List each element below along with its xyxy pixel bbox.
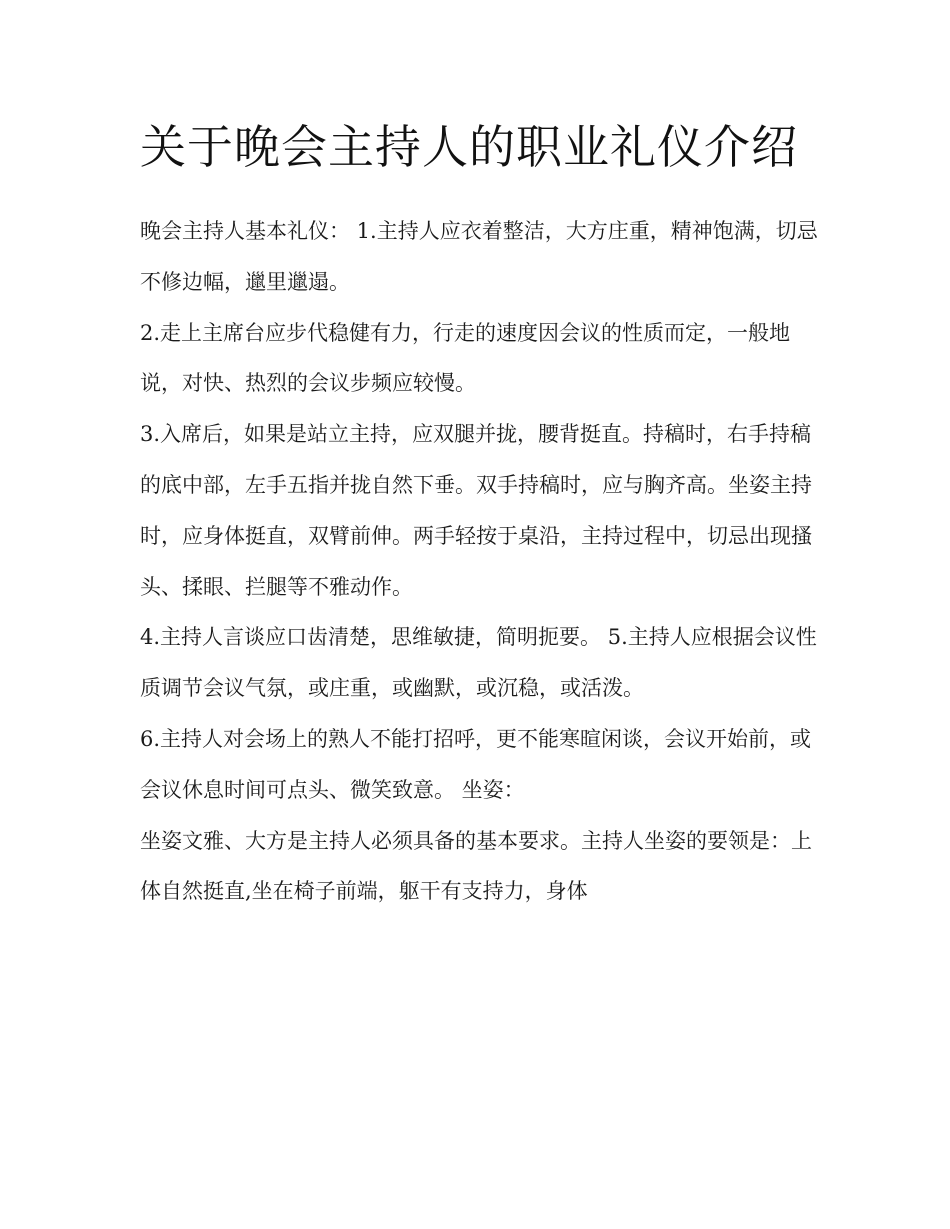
paragraph-3: 3.入席后，如果是站立主持，应双腿并拢，腰背挺直。持稿时，右手持稿的底中部，左手五指并拢自然下垂。双手持稿时，应与胸齐高。坐姿主持时，应身体挺直，双臂前伸。两手轻按于桌沿，主持过程中，切忌出现搔头、揉眼、拦腿等不雅动作。 — [140, 422, 812, 599]
paragraph-6: 坐姿文雅、大方是主持人必须具备的基本要求。主持人坐姿的要领是：上体自然挺直,坐在椅子前端，躯干有支持力，身体 — [140, 828, 812, 904]
paragraph-1: 晚会主持人基本礼仪： 1.主持人应衣着整洁，大方庄重，精神饱满，切忌不修边幅，邋里邋遢。 — [140, 219, 818, 294]
paragraph-4: 4.主持人言谈应口齿清楚，思维敏捷，简明扼要。 5.主持人应根据会议性质调节会议气氛，或庄重，或幽默，或沉稳，或活泼。 — [140, 625, 817, 701]
paragraph-5: 6.主持人对会场上的熟人不能打招呼，更不能寒暄闲谈，会议开始前，或会议休息时间可点头、微笑致意。 坐姿： — [140, 726, 812, 802]
document-body — [140, 206, 820, 917]
paragraph-2: 2.走上主席台应步代稳健有力，行走的速度因会议的性质而定，一般地说，对快、热烈的会议步频应较慢。 — [140, 320, 791, 396]
document-page — [140, 112, 820, 917]
document-title: 关于晚会主持人的职业礼仪介绍 — [140, 120, 798, 174]
